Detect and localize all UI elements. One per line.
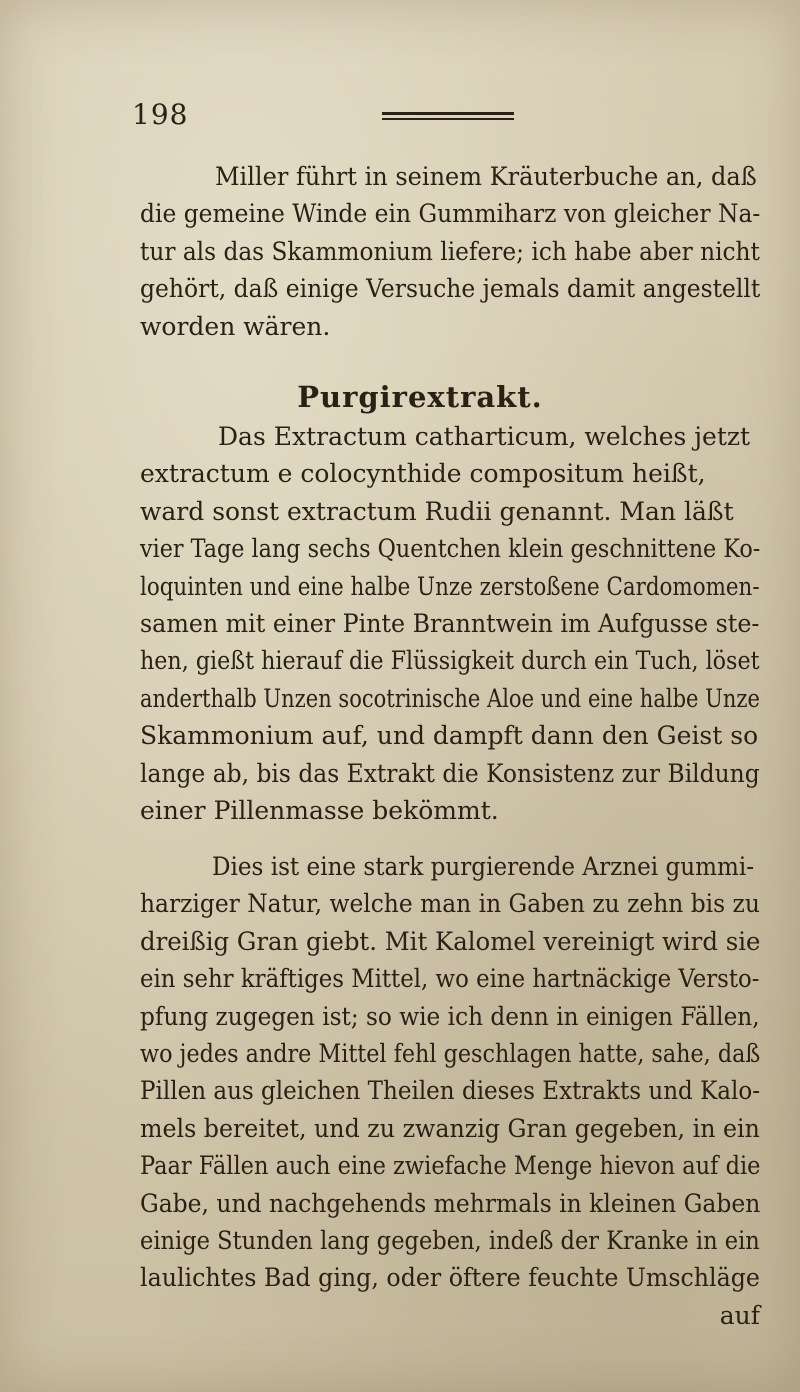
- text-line: pfung zugegen ist; so wie ich denn in einigen Fällen,: [140, 1001, 760, 1031]
- text-line: einer Pillenmasse bekömmt.: [140, 796, 499, 826]
- section-heading: [0, 380, 800, 414]
- text-line: Gabe, und nachgehends mehrmals in kleinen Gaben: [140, 1188, 761, 1218]
- catchword: auf: [719, 1300, 760, 1330]
- text-line: worden wären.: [140, 311, 331, 341]
- text-line: ein sehr kräftiges Mittel, wo eine hartnäckige Versto-: [140, 964, 760, 994]
- section-heading-text: Purgirextrakt.: [297, 380, 543, 414]
- text-line: Miller führt in seinem Kräuterbuche an, daß: [214, 162, 757, 191]
- text-line: Dies ist eine stark purgierende Arznei gummi-: [211, 852, 755, 881]
- text-line: wo jedes andre Mittel fehl geschlagen hatte, sahe, daß: [140, 1039, 761, 1069]
- text-line: Paar Fällen auch eine zwiefache Menge hievon auf die: [140, 1151, 761, 1181]
- text-line: Pillen aus gleichen Theilen dieses Extrakts und Kalo-: [140, 1076, 761, 1106]
- text-line: einige Stunden lang gegeben, indeß der Kranke in ein: [140, 1226, 760, 1256]
- text-line: vier Tage lang sechs Quentchen klein geschnittene Ko-: [140, 534, 761, 564]
- text-line: tur als das Skammonium liefere; ich habe aber nicht: [140, 236, 760, 266]
- page-number: 198: [132, 98, 189, 131]
- header-rule: [382, 112, 514, 123]
- text-line: die gemeine Winde ein Gummiharz von gleicher Na-: [140, 199, 761, 229]
- text-line: mels bereitet, und zu zwanzig Gran gegeben, in ein: [140, 1113, 760, 1143]
- text-line: anderthalb Unzen socotrinische Aloe und eine halbe Unze: [140, 683, 760, 713]
- text-line: Skammonium auf, und dampft dann den Geist so: [140, 721, 759, 751]
- paragraph-1: [140, 158, 760, 345]
- text-line: gehört, daß einige Versuche jemals damit angestellt: [140, 274, 761, 304]
- text-line: harziger Natur, welche man in Gaben zu zehn bis zu: [140, 889, 760, 919]
- text-line: lange ab, bis das Extrakt die Konsistenz zur Bildung: [140, 758, 760, 788]
- text-line: hen, gießt hierauf die Flüssigkeit durch ein Tuch, löset: [140, 646, 760, 676]
- text-line: samen mit einer Pinte Branntwein im Aufgusse ste-: [140, 609, 760, 639]
- text-line: extractum e colocynthide compositum heißt,: [140, 459, 706, 489]
- paragraph-2: [140, 418, 760, 829]
- paragraph-3: [140, 848, 760, 1334]
- text-line: dreißig Gran giebt. Mit Kalomel vereinigt wird sie: [140, 926, 761, 956]
- text-line: Das Extractum catharticum, welches jetzt: [218, 422, 751, 451]
- text-line: laulichtes Bad ging, oder öftere feuchte Umschläge: [140, 1263, 760, 1293]
- text-line: ward sonst extractum Rudii genannt. Man läßt: [140, 496, 734, 526]
- text-line: loquinten und eine halbe Unze zerstoßene Cardomomen-: [140, 571, 760, 601]
